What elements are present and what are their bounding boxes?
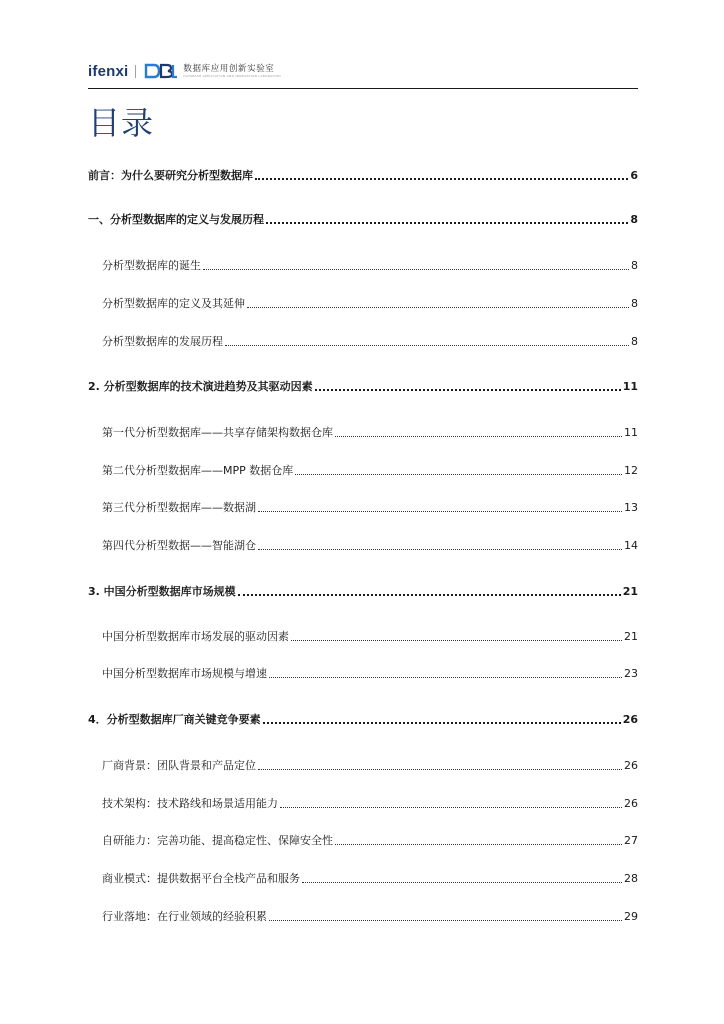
toc-entry-title: 第二代分析型数据库——MPP 数据仓库 — [102, 464, 294, 477]
toc-entry[interactable] — [102, 795, 638, 811]
toc-entry-page: 26 — [622, 713, 638, 726]
dbl-logo — [144, 62, 177, 80]
toc-entry[interactable] — [102, 628, 638, 644]
toc-entry[interactable] — [88, 211, 638, 227]
toc-entry-title: 第三代分析型数据库——数据湖 — [102, 501, 256, 514]
toc-leader-dots — [247, 307, 629, 308]
toc-entry[interactable] — [88, 583, 638, 599]
toc-leader-dots — [291, 640, 622, 641]
header-rule — [88, 88, 638, 89]
toc-entry-title: 中国分析型数据库市场规模与增速 — [102, 667, 267, 680]
ifenxi-logo: ifenxi — [88, 62, 129, 80]
toc-leader-dots — [263, 722, 621, 724]
toc-entry[interactable] — [102, 424, 638, 440]
toc-entry-title: 3. 中国分析型数据库市场规模 — [88, 585, 236, 598]
toc-entry[interactable] — [102, 908, 638, 924]
toc-leader-dots — [258, 769, 622, 770]
toc-entry-title: 分析型数据库的诞生 — [102, 259, 201, 272]
toc-entry-page: 13 — [624, 501, 638, 514]
toc-entry-title: 一、分析型数据库的定义与发展历程 — [88, 213, 264, 226]
toc-leader-dots — [295, 474, 622, 475]
toc-leader-dots — [258, 549, 622, 550]
toc-entry-page: 11 — [622, 380, 638, 393]
toc-entry-title: 第一代分析型数据库——共享存储架构数据仓库 — [102, 426, 333, 439]
toc-entry-page: 8 — [631, 335, 638, 348]
toc-entry[interactable] — [102, 499, 638, 515]
toc-entry-title: 行业落地：在行业领域的经验积累 — [102, 910, 267, 923]
toc-leader-dots — [266, 222, 628, 224]
toc-entry[interactable] — [102, 870, 638, 886]
toc-entry[interactable] — [88, 167, 638, 183]
toc-entry-title: 技术架构：技术路线和场景适用能力 — [102, 797, 278, 810]
toc-entry-title: 分析型数据库的定义及其延伸 — [102, 297, 245, 310]
toc-leader-dots — [258, 511, 622, 512]
toc-entry-page: 27 — [624, 834, 638, 847]
toc-leader-dots — [280, 807, 622, 808]
toc-entry-title: 分析型数据库的发展历程 — [102, 335, 223, 348]
toc-entry-title: 2. 分析型数据库的技术演进趋势及其驱动因素 — [88, 380, 313, 393]
toc-entry-title: 第四代分析型数据——智能湖仓 — [102, 539, 256, 552]
toc-entry[interactable] — [102, 462, 638, 478]
toc-entry[interactable] — [102, 333, 638, 349]
toc-leader-dots — [225, 345, 629, 346]
toc-leader-dots — [203, 269, 629, 270]
toc-entry-page: 14 — [624, 539, 638, 552]
logo-divider — [135, 65, 136, 78]
toc-entry-page: 11 — [624, 426, 638, 439]
toc-leader-dots — [255, 178, 628, 180]
toc-entry[interactable] — [88, 378, 638, 394]
toc-entry-page: 8 — [631, 297, 638, 310]
toc-entry-page: 23 — [624, 667, 638, 680]
toc-entry-page: 21 — [622, 585, 638, 598]
toc-entry-page: 29 — [624, 910, 638, 923]
toc-leader-dots — [269, 677, 622, 678]
toc-entry-page: 8 — [631, 259, 638, 272]
toc-entry[interactable] — [102, 757, 638, 773]
toc-entry-title: 厂商背景：团队背景和产品定位 — [102, 759, 256, 772]
toc-leader-dots — [315, 389, 621, 391]
toc-entry-page: 26 — [624, 797, 638, 810]
toc-leader-dots — [335, 844, 622, 845]
toc-leader-dots — [335, 436, 622, 437]
toc-entry-title: 商业模式：提供数据平台全栈产品和服务 — [102, 872, 300, 885]
toc-entry[interactable] — [102, 295, 638, 311]
toc-entry-title: 中国分析型数据库市场发展的驱动因素 — [102, 630, 289, 643]
toc-entry-title: 前言：为什么要研究分析型数据库 — [88, 169, 253, 182]
toc-entry[interactable] — [102, 537, 638, 553]
lab-name-en: DATABASE APPLICATION AND INNOVATION LABORATORY — [183, 74, 282, 78]
toc-entry-page: 28 — [624, 872, 638, 885]
toc-entry-page: 12 — [624, 464, 638, 477]
toc-leader-dots — [269, 920, 622, 921]
toc-entry[interactable] — [102, 832, 638, 848]
toc-leader-dots — [238, 594, 621, 596]
toc-entry[interactable] — [88, 711, 638, 727]
toc-entry[interactable] — [102, 257, 638, 273]
toc-entry-page: 26 — [624, 759, 638, 772]
toc-leader-dots — [302, 882, 622, 883]
toc-entry-page: 6 — [630, 169, 638, 182]
toc-entry-page: 21 — [624, 630, 638, 643]
toc-entry-title: 自研能力：完善功能、提高稳定性、保障安全性 — [102, 834, 333, 847]
header-logo-bar — [88, 60, 281, 82]
page-title: 目录 — [88, 104, 155, 142]
lab-name: 数据库应用创新实验室 — [183, 64, 275, 74]
toc-entry[interactable] — [102, 665, 638, 681]
toc-entry-title: 4．分析型数据库厂商关键竞争要素 — [88, 713, 261, 726]
toc-entry-page: 8 — [630, 213, 638, 226]
